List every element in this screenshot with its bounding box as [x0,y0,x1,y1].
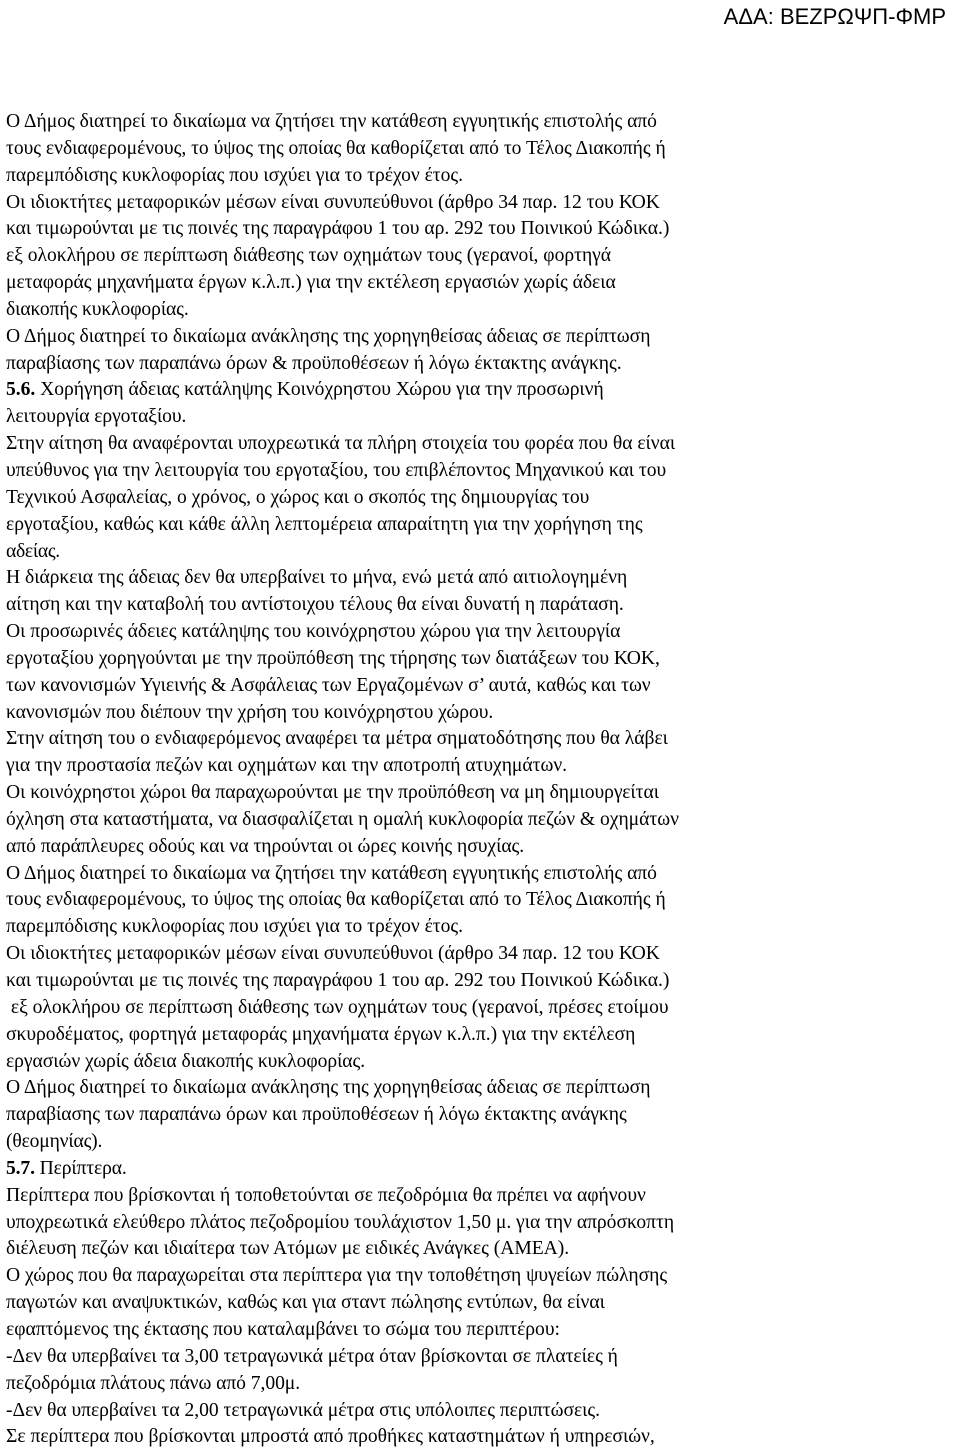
text-line [6,700,954,727]
text-line [6,565,954,592]
text-line [6,485,954,512]
line-text: αίτηση και την καταβολή του αντίστοιχου τέλους θα είναι δυνατή η παράταση. [6,594,624,616]
line-text: Οι ιδιοκτήτες μεταφορικών μέσων είναι συνυπεύθυνοι (άρθρο 34 παρ. 12 του ΚΟΚ [6,191,660,213]
line-text: αδείας. [6,540,60,562]
line-text: εξ ολοκλήρου σε περίπτωση διάθεσης των οχημάτων τους (γερανοί, φορτηγά [6,245,612,267]
text-line [6,1156,954,1183]
line-text: Οι προσωρινές άδειες κατάληψης του κοινόχρηστου χώρου για την λειτουργία [6,621,621,643]
text-line [6,1129,954,1156]
text-line [6,163,954,190]
line-text: εργοταξίου χορηγούνται με την προϋπόθεση της τήρησης των διατάξεων του ΚΟΚ, [6,647,660,669]
line-text: εξ ολοκλήρου σε περίπτωση διάθεσης των οχημάτων τους (γερανοί, πρέσες ετοίμου [6,996,669,1018]
text-line [6,807,954,834]
line-text: Στην αίτηση του ο ενδιαφερόμενος αναφέρει τα μέτρα σηματοδότησης που θα λάβει [6,728,668,750]
line-text: λειτουργία εργοταξίου. [6,406,187,428]
text-line [6,1075,954,1102]
text-line [6,592,954,619]
text-line [6,404,954,431]
text-line [6,1022,954,1049]
text-line [6,673,954,700]
text-line [6,1424,954,1451]
line-text: Η διάρκεια της άδειας δεν θα υπερβαίνει το μήνα, ενώ μετά από αιτιολογημένη [6,567,628,589]
line-text: σκυροδέματος, φορτηγά μεταφοράς μηχανήματα έργων κ.λ.π.) για την εκτέλεση [6,1023,636,1045]
text-line [6,1398,954,1425]
text-line [6,1344,954,1371]
text-line [6,539,954,566]
line-text: παρεμπόδισης κυκλοφορίας που ισχύει για το τρέχον έτος. [6,916,463,938]
line-text: τους ενδιαφερομένους, το ύψος της οποίας θα καθορίζεται από το Τέλος Διακοπής ή [6,889,666,911]
text-line [6,941,954,968]
line-text: -Δεν θα υπερβαίνει τα 2,00 τετραγωνικά μέτρα στις υπόλοιπες περιπτώσεις. [6,1399,601,1421]
text-line [6,1183,954,1210]
line-text: Χορήγηση άδειας κατάληψης Κοινόχρηστου Χώρου για την προσωρινή [35,379,604,401]
line-text: για την προστασία πεζών και οχημάτων και την αποτροπή ατυχημάτων. [6,755,568,777]
text-line [6,780,954,807]
line-text: Οι ιδιοκτήτες μεταφορικών μέσων είναι συνυπεύθυνοι (άρθρο 34 παρ. 12 του ΚΟΚ [6,943,660,965]
text-line [6,968,954,995]
line-text: διακοπής κυκλοφορίας. [6,298,189,320]
text-line [6,324,954,351]
text-line [6,1371,954,1398]
line-text: των κανονισμών Υγιεινής & Ασφάλειας των Εργαζομένων σ’ αυτά, καθώς και των [6,674,651,696]
line-text: Ο χώρος που θα παραχωρείται στα περίπτερα για την τοποθέτηση ψυγείων πώλησης [6,1265,668,1287]
line-text: τους ενδιαφερομένους, το ύψος της οποίας θα καθορίζεται από το Τέλος Διακοπής ή [6,137,666,159]
text-line [6,1263,954,1290]
text-line [6,512,954,539]
line-text: κανονισμών που διέπουν την χρήση του κοινόχρηστου χώρου. [6,701,494,723]
line-text: παρεμπόδισης κυκλοφορίας που ισχύει για το τρέχον έτος. [6,164,463,186]
line-text: παραβίασης των παραπάνω όρων & προϋποθέσεων ή λόγω έκτακτης ανάγκης. [6,352,622,374]
line-text: Ο Δήμος διατηρεί το δικαίωμα να ζητήσει την κατάθεση εγγυητικής επιστολής από [6,862,657,884]
line-text: Ο Δήμος διατηρεί το δικαίωμα ανάκλησης της χορηγηθείσας άδειας σε περίπτωση [6,1077,651,1099]
line-text: υποχρεωτικά ελεύθερο πλάτος πεζοδρομίου τουλάχιστον 1,50 μ. για την απρόσκοπτη [6,1211,675,1233]
text-line [6,726,954,753]
line-text: Ο Δήμος διατηρεί το δικαίωμα ανάκλησης της χορηγηθείσας άδειας σε περίπτωση [6,325,651,347]
line-text: παγωτών και αναψυκτικών, καθώς και για σταντ πώλησης εντύπων, θα είναι [6,1292,605,1314]
line-text: (θεομηνίας). [6,1131,103,1153]
text-line [6,914,954,941]
text-line [6,995,954,1022]
text-line [6,1210,954,1237]
text-line [6,377,954,404]
line-text: εργοταξίου, καθώς και κάθε άλλη λεπτομέρεια απαραίτητη για την χορήγηση της [6,513,643,535]
text-line [6,834,954,861]
text-line [6,109,954,136]
line-text: και τιμωρούνται με τις ποινές της παραγράφου 1 του αρ. 292 του Ποινικού Κώδικα.) [6,970,670,991]
document-body [6,109,954,1451]
text-line [6,861,954,888]
text-line [6,1236,954,1263]
section-number: 5.6. [6,379,36,401]
text-line [6,458,954,485]
line-text: πεζοδρόμια πλάτους πάνω από 7,00μ. [6,1372,301,1394]
line-text: Ο Δήμος διατηρεί το δικαίωμα να ζητήσει την κατάθεση εγγυητικής επιστολής από [6,111,657,132]
line-text: Στην αίτηση θα αναφέρονται υποχρεωτικά τα πλήρη στοιχεία του φορέα που θα είναι [6,433,676,455]
line-text: διέλευση πεζών και ιδιαίτερα των Ατόμων με ειδικές Ανάγκες (ΑΜΕΑ). [6,1238,570,1260]
text-line [6,431,954,458]
document-code-header: ΑΔΑ: ΒΕΖΡΩΨΠ-ΦΜΡ [723,4,946,29]
text-line [6,243,954,270]
text-line [6,351,954,378]
text-line [6,646,954,673]
line-text: από παράπλευρες οδούς και να τηρούνται οι ώρες κοινής ησυχίας. [6,835,525,857]
text-line [6,216,954,243]
line-text: Περίπτερα. [34,1157,127,1179]
text-line [6,1317,954,1344]
text-line [6,1290,954,1317]
line-text: όχληση στα καταστήματα, να διασφαλίζεται η ομαλή κυκλοφορία πεζών & οχημάτων [6,808,679,830]
line-text: Σε περίπτερα που βρίσκονται μπροστά από προθήκες καταστημάτων ή υπηρεσιών, [6,1426,655,1448]
line-text: -Δεν θα υπερβαίνει τα 3,00 τετραγωνικά μέτρα όταν βρίσκονται σε πλατείες ή [6,1345,618,1367]
line-text: εργασιών χωρίς άδεια διακοπής κυκλοφορίας. [6,1050,366,1072]
line-text: Οι κοινόχρηστοι χώροι θα παραχωρούνται με την προϋπόθεση να μη δημιουργείται [6,782,660,804]
line-text: παραβίασης των παραπάνω όρων και προϋποθέσεων ή λόγω έκτακτης ανάγκης [6,1104,627,1126]
text-line [6,619,954,646]
line-text: Τεχνικού Ασφαλείας, ο χρόνος, ο χώρος και ο σκοπός της δημιουργίας του [6,486,590,508]
line-text: υπεύθυνος για την λειτουργία του εργοταξίου, του επιβλέποντος Μηχανικού και του [6,459,667,481]
text-line [6,1049,954,1076]
line-text: Περίπτερα που βρίσκονται ή τοποθετούνται σε πεζοδρόμια θα πρέπει να αφήνουν [6,1184,646,1206]
line-text: και τιμωρούνται με τις ποινές της παραγράφου 1 του αρ. 292 του Ποινικού Κώδικα.) [6,218,670,240]
text-line [6,190,954,217]
text-line [6,297,954,324]
text-line [6,753,954,780]
line-text: εφαπτόμενος της έκτασης που καταλαμβάνει το σώμα του περιπτέρου: [6,1318,560,1340]
line-text: μεταφοράς μηχανήματα έργων κ.λ.π.) για την εκτέλεση εργασιών χωρίς άδεια [6,272,616,294]
text-line [6,1102,954,1129]
text-line [6,136,954,163]
text-line [6,270,954,297]
text-line [6,887,954,914]
section-number: 5.7. [6,1157,35,1179]
